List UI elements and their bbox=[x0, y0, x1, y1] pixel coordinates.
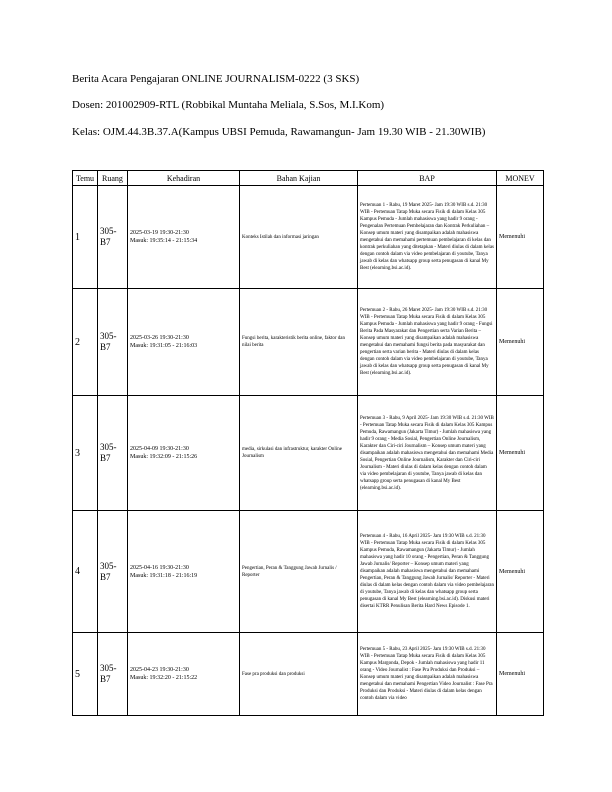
cell-monev: Memenuhi bbox=[497, 396, 544, 511]
cell-bap: Pertemuan 1 - Rabu, 19 Maret 2025- Jam 19:30 WIB s.d. 21:30 WIB - Pertemuan Tatap Muka secara Fisik di dalam Kelas 305 Kampus Pemuda - Jumlah mahasiswa yang hadir 9 orang - Pengenalan Pertemuan Pembelajaran dan Kontrak Perkuliahan – Konsep umum materi yang disampaikan adalah mahasiswa mengetahui dan memahami pertemuan pembelajaran di kelas dan kontrak perkuliahan yang ditetapkan - Materi diulas di dalam kelas dengan contoh dalam via video pembelajaran di youtube, Tanya jawab di kelas dan whatsapp group serta penugasan di kanal My Best (elearning.bsi.ac.id). bbox=[358, 186, 497, 289]
cell-kehadiran bbox=[128, 186, 240, 289]
attendance-time: Masuk: 19:35:14 - 21:15:34 bbox=[130, 238, 198, 244]
cell-ruang: 305-B7 bbox=[98, 289, 128, 396]
cell-temu: 4 bbox=[73, 511, 98, 633]
table-row bbox=[73, 511, 544, 633]
cell-temu: 1 bbox=[73, 186, 98, 289]
column-header-kehadiran: Kehadiran bbox=[128, 171, 240, 186]
cell-bahan-kajian: Konteks Istilah dan informasi jaringan bbox=[240, 186, 358, 289]
table-row bbox=[73, 186, 544, 289]
cell-bap: Pertemuan 2 - Rabu, 26 Maret 2025- Jam 19:30 WIB s.d. 21:30 WIB - Pertemuan Tatap Muka secara Fisik di dalam Kelas 305 Kampus Pemuda - Jumlah mahasiswa yang hadir 9 orang - Fungsi Berita Pada Masyarakat dan Pengertian serta Varian Berita – Konsep umum materi yang disampaikan adalah mahasiswa mengetahui dan memahami fungsi berita pada masyarakat dan pengertian serta varian berita - Materi diulas di dalam kelas dengan contoh dalam via video pembelajaran di youtube, Tanya jawab di kelas dan whatsapp group serta penugasan di kanal My Best (elearning.bsi.ac.id). bbox=[358, 289, 497, 396]
column-header-temu: Temu bbox=[73, 171, 98, 186]
column-header-ruang: Ruang bbox=[98, 171, 128, 186]
schedule-time: 2025-03-19 19:30-21:30 bbox=[130, 230, 189, 236]
cell-temu: 5 bbox=[73, 633, 98, 716]
document-title: Berita Acara Pengajaran ONLINE JOURNALISM-0222 (3 SKS) bbox=[72, 73, 360, 85]
table-row bbox=[73, 633, 544, 716]
cell-kehadiran bbox=[128, 396, 240, 511]
attendance-time: Masuk: 19:32:20 - 21:15:22 bbox=[130, 675, 198, 681]
table-row bbox=[73, 289, 544, 396]
table-row bbox=[73, 396, 544, 511]
cell-ruang: 305-B7 bbox=[98, 396, 128, 511]
schedule-time: 2025-03-26 19:30-21:30 bbox=[130, 335, 189, 341]
attendance-time: Masuk: 19:32:09 - 21:15:26 bbox=[130, 454, 198, 460]
cell-kehadiran bbox=[128, 633, 240, 716]
cell-temu: 2 bbox=[73, 289, 98, 396]
cell-monev: Memenuhi bbox=[497, 289, 544, 396]
class-line: Kelas: OJM.44.3B.37.A(Kampus UBSI Pemuda, Rawamangun- Jam 19.30 WIB - 21.30WIB) bbox=[72, 126, 486, 138]
cell-bahan-kajian: Pengertian, Peran & Tanggung Jawab Jurnalis / Reporter bbox=[240, 511, 358, 633]
attendance-time: Masuk: 19:31:05 - 21:16:03 bbox=[130, 343, 198, 349]
cell-ruang: 305-B7 bbox=[98, 186, 128, 289]
schedule-time: 2025-04-16 19:30-21:30 bbox=[130, 564, 189, 571]
column-header-bap: BAP bbox=[358, 171, 497, 186]
cell-ruang: 305-B7 bbox=[98, 633, 128, 716]
cell-bahan-kajian: Fungsi berita, karakteristik berita online, faktor dan nilai berita bbox=[240, 289, 358, 396]
table-header-row bbox=[73, 171, 544, 186]
attendance-time: Masuk: 19:31:18 - 21:16:19 bbox=[130, 572, 198, 579]
schedule-time: 2025-04-23 19:30-21:30 bbox=[130, 667, 189, 673]
cell-kehadiran bbox=[128, 289, 240, 396]
cell-bap: Pertemuan 5 - Rabu, 23 April 2025- Jam 19:30 WIB s.d. 21:30 WIB - Pertemuan Tatap Muka secara Fisik di dalam Kelas 305 Kampus Margonda, Depok - Jumlah mahasiswa yang hadir 11 orang - Video Journalist : Fase Pra Produksi dan Produksi – Konsep umum materi yang disampaikan adalah mahasiswa mengetahui dan memahami Pengertian Video Journalist : Fase Pra Produksi dan Produksi - Materi diulas di dalam kelas dengan contoh dalam via video bbox=[358, 633, 497, 716]
cell-monev: Memenuhi bbox=[497, 511, 544, 633]
column-header-bahan-kajian: Bahan Kajian bbox=[240, 171, 358, 186]
cell-bap: Pertemuan 3 - Rabu, 9 April 2025- Jam 19:30 WIB s.d. 21:30 WIB - Pertemuan Tatap Muka secara Fisik di dalam Kelas 305 Kampus Pemuda, Rawamangun (Jakarta Timur) - Jumlah mahasiswa yang hadir 9 orang - Media Sosial, Pengertian Online Journalism, Karakter dan Ciri-ciri Journalism – Konsep umum materi yang disampaikan adalah mahasiswa mengetahui dan memahami Media Sosial, Pengertian Online Journalism, Karakter dan Ciri-ciri Journalism - Materi diulas di dalam kelas dengan contoh dalam via video pembelajaran di youtube, Tanya jawab di kelas dan whatsapp group serta penugasan di kanal My Best (elearning.bsi.ac.id). bbox=[358, 396, 497, 511]
column-header-monev: MONEV bbox=[497, 171, 544, 186]
cell-bahan-kajian: media, sirkulasi dan infrastruktur, karakter Online Journalism bbox=[240, 396, 358, 511]
cell-monev: Memenuhi bbox=[497, 186, 544, 289]
cell-bahan-kajian: Fase pra produksi dan produksi bbox=[240, 633, 358, 716]
lecturer-line: Dosen: 201002909-RTL (Robbikal Muntaha Meliala, S.Sos, M.I.Kom) bbox=[72, 99, 385, 111]
cell-temu: 3 bbox=[73, 396, 98, 511]
teaching-record-table bbox=[72, 170, 544, 716]
cell-kehadiran bbox=[128, 511, 240, 633]
cell-bap: Pertemuan 4 - Rabu, 16 April 2025- Jam 19:30 WIB s.d. 21:30 WIB - Pertemuan Tatap Muka secara Fisik di dalam Kelas 305 Kampus Pemuda, Rawamangun (Jakarta Timur) - Jumlah mahasiswa yang hadir 10 orang - Pengertian, Peran & Tanggung Jawab Jurnalis/ Reporter – Konsep umum materi yang disampaikan adalah mahasiswa mengetahui dan memahami Pengertian, Peran & Tanggung Jawab Jurnalis/ Reporter - Materi diulas di dalam kelas dengan contoh dalam via video pembelajaran di youtube, Tanya jawab di kelas dan whatsapp group serta penugasan di kanal My Best (elearning.bsi.ac.id). Diskusi materi disertai KTRR Penulisan Berita Hard News Episode 1. bbox=[358, 511, 497, 633]
schedule-time: 2025-04-09 19:30-21:30 bbox=[130, 446, 189, 452]
cell-ruang: 305-B7 bbox=[98, 511, 128, 633]
cell-monev: Memenuhi bbox=[497, 633, 544, 716]
